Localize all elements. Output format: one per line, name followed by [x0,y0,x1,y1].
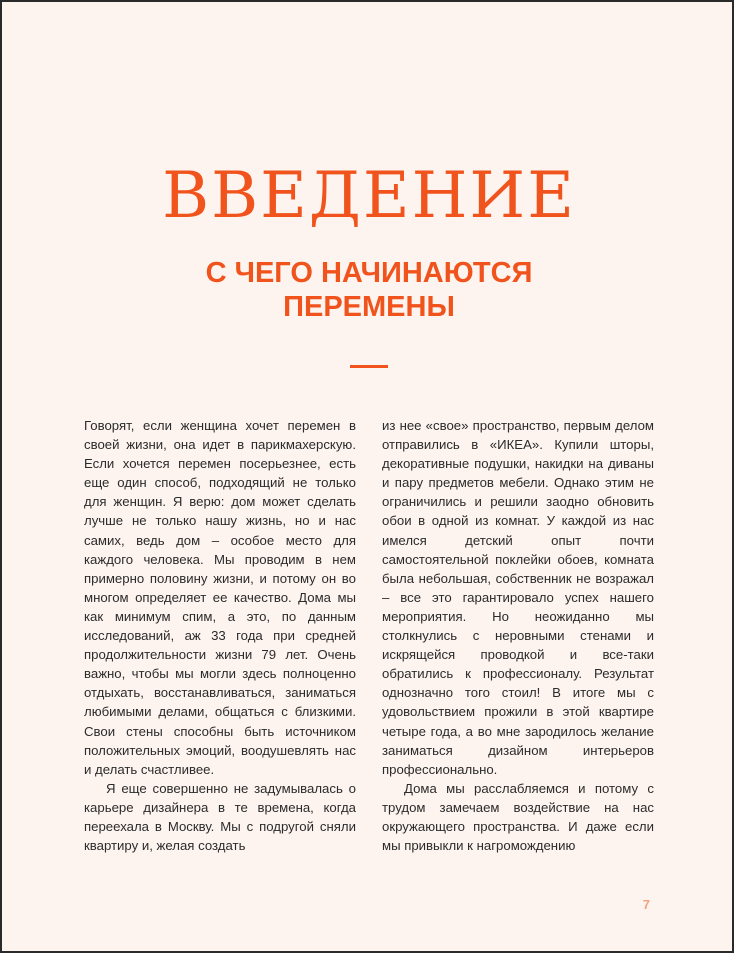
subtitle-line-1: С ЧЕГО НАЧИНАЮТСЯ [205,257,533,289]
text-column-right [382,416,654,855]
paragraph: Дома мы расслабляемся и потому с трудом замечаем воздействие на нас окружающего пространства. И даже если мы привыкли к нагромождению [382,780,654,854]
paragraph: Я еще совершенно не задумывалась о карьере дизайнера в те времена, когда переехала в Москву. Мы с подругой сняли квартиру и, желая создать [84,780,356,854]
chapter-subtitle [2,256,734,324]
paragraph: Говорят, если женщина хочет перемен в своей жизни, она идет в парикмахерскую. Если хочется перемен посерьезнее, есть еще один способ, подходящий не только для женщин. Я верю: дом может сделать лучше не только нашу жизнь, но и нас самих, ведь дом – особое место для каждого человека. Мы проводим в нем примерно половину жизни, и потому он во многом определяет ее качество. Дома мы как минимум спим, а это, по данным исследований, аж 33 года при средней продолжительности жизни 79 лет. Очень важно, чтобы мы могли здесь полноценно отдыхать, восстанавливаться, заниматься любимыми делами, общаться с близкими. Свои стены способны быть источником положительных эмоций, воодушевлять нас и делать счастливее. [84,418,356,777]
text-column-left [84,416,356,855]
chapter-title: ВВЕДЕНИЕ [162,159,576,233]
subtitle-line-2: ПЕРЕМЕНЫ [283,291,455,323]
title-divider [350,365,388,368]
paragraph: из нее «свое» пространство, первым делом отправились в «ИКЕА». Купили шторы, декоративные подушки, накидки на диваны и пару предметов мебели. Однако этим не ограничились и решили заодно обновить обои в одной из комнат. У каждой из нас имелся детский опыт почти самостоятельной поклейки обоев, комната была небольшая, собственник не возражал – все это гарантировало успех нашего мероприятия. Но неожиданно мы столкнулись с неровными стенами и искрящейся проводкой и все-таки обратились к профессионалу. Результат однозначно того стоил! В итоге мы с удовольствием прожили в этой квартире четыре года, а во мне зародилось желание заниматься дизайном интерьеров профессионально. [382,418,654,777]
page-number: 7 [642,897,650,912]
